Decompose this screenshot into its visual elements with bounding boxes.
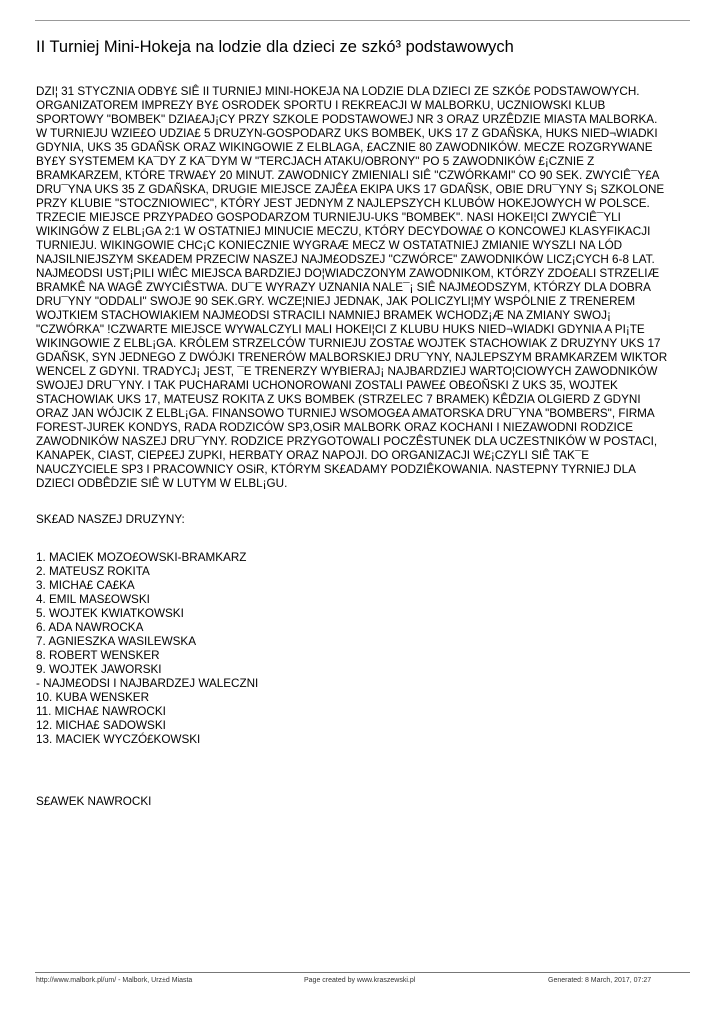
list-item: 4. EMIL MAS£OWSKI: [36, 593, 150, 606]
list-item: 10. KUBA WENSKER: [36, 691, 150, 704]
article-line: ORAZ JAN WÓJCIK Z ELBL¡GA. FINANSOWO TURNIEJ WSOMOG£A AMATORSKA DRU¯YNA "BOMBERS", FIRMA: [36, 407, 655, 420]
article-line: WIKINGÓW Z ELBL¡GA 2:1 W OSTATNIEJ MINUCIE MECZU, KTÓRY DECYDOWA£ O KONCOWEJ KLASYFIKACJI: [36, 225, 651, 238]
article-line: NAJM£ODSI UST¡PILI WIÊC MIEJSCA BARDZIEJ DO¦WIADCZONYM ZAWODNIKOM, KTÓRZY ZDO£ALI STRZELIÆ: [36, 267, 660, 280]
author-signature: S£AWEK NAWROCKI: [36, 795, 152, 808]
list-item: 5. WOJTEK KWIATKOWSKI: [36, 607, 184, 620]
list-item: 13. MACIEK WYCZÓ£KOWSKI: [36, 733, 201, 746]
list-item: 3. MICHA£ CA£KA: [36, 579, 135, 592]
article-body: [36, 85, 698, 491]
list-item: 7. AGNIESZKA WASILEWSKA: [36, 635, 196, 648]
footer-source-link[interactable]: http://www.malbork.pl/um/ - Malbork, Urz±d Miasta: [36, 977, 193, 984]
list-item: 9. WOJTEK JAWORSKI: [36, 663, 162, 676]
list-item: 1. MACIEK MOZO£OWSKI-BRAMKARZ: [36, 551, 247, 564]
article-line: W TURNIEJU WZIE£O UDZIA£ 5 DRUZYN-GOSPODARZ UKS BOMBEK, UKS 17 Z GDAÑSKA, HUKS NIED¬WIADKI: [36, 127, 658, 140]
article-line: DZI¦ 31 STYCZNIA ODBY£ SIÊ II TURNIEJ MINI-HOKEJA NA LODZIE DLA DZIECI ZE SZKÓ£ PODSTAWOWYCH.: [36, 85, 640, 98]
list-item: 12. MICHA£ SADOWSKI: [36, 719, 166, 732]
article-line: KANAPEK, CIAST, CIEP£EJ ZUPKI, HERBATY ORAZ NAPOJI. DO ORGANIZACJI W£¡CZYLI SIÊ TAK¯E: [36, 449, 590, 462]
article-line: "CZWÓRKA" !CZWARTE MIEJSCE WYWALCZYLI MALI HOKEI¦CI Z KLUBU HUKS NIED¬WIADKI GDYNIA A PI¡TE: [36, 323, 645, 336]
top-divider: [35, 20, 690, 21]
article-line: WOJTKIEM STACHOWIAKIEM NAJM£ODSI STRACILI NAMNIEJ BRAMEK WCHODZ¡Æ NA ZMIANY SWOJ¡: [36, 309, 611, 322]
article-line: STACHOWIAK UKS 17, MATEUSZ ROKITA Z UKS BOMBEK (STRZELEC 7 BRAMEK) KÊDZIA OLGIERD Z GDYNI: [36, 393, 641, 406]
article-line: PRZY KLUBIE "STOCZNIOWIEC", KTÓRY JEST JEDNYM Z NAJLEPSZYCH KLUBÓW HOKEJOWYCH W POLSCE.: [36, 197, 650, 210]
article-line: ZAWODNIKÓW NASZEJ DRU¯YNY. RODZICE PRZYGOTOWALI POCZÊSTUNEK DLA UCZESTNIKÓW W POSTACI,: [36, 435, 658, 448]
list-item: 2. MATEUSZ ROKITA: [36, 565, 150, 578]
article-line: DZIECI ODBÊDZIE SIÊ W LUTYM W ELBL¡GU.: [36, 477, 288, 490]
article-line: WIKINGOWIE Z ELBL¡GA. KRÓLEM STRZELCÓW TURNIEJU ZOSTA£ WOJTEK STACHOWIAK Z DRUZYNY UKS 17: [36, 337, 661, 350]
article-line: NAJSILNIEJSZYM SK£ADEM PRZECIW NASZEJ NAJM£ODSZEJ "CZWÓRCE" ZAWODNIKÓW LICZ¡CYCH 6-8 LAT.: [36, 253, 655, 266]
article-line: SPORTOWY "BOMBEK" DZIA£AJ¡CY PRZY SZKOLE PODSTAWOWEJ NR 3 ORAZ URZÊDZIE MIASTA MALBORKA.: [36, 113, 658, 126]
article-line: NAUCZYCIELE SP3 I PRACOWNICY OSiR, KTÓRYM SK£ADAMY PODZIÊKOWANIA. NASTEPNY TYRNIEJ DLA: [36, 463, 636, 476]
article-line: BRAMKÊ NA WAGÊ ZWYCIÊSTWA. DU¯E WYRAZY UZNANIA NALE¯¡ SIÊ NAJM£ODSZYM, KTÓRZY DLA DOBRA: [36, 281, 651, 294]
article-line: FOREST-JUREK KONDYS, RADA RODZICÓW SP3,OSiR MALBORK ORAZ KOCHANI I NIEZAWODNI RODZICE: [36, 421, 633, 434]
footer-divider: [35, 972, 690, 973]
page-title: II Turniej Mini-Hokeja na lodzie dla dzieci ze szkó³ podstawowych: [36, 38, 514, 56]
article-line: TRZECIE MIEJSCE PRZYPAD£O GOSPODARZOM TURNIEJU-UKS "BOMBEK". NASI HOKEI¦CI ZWYCIÊ¯YLI: [36, 211, 621, 224]
article-line: DRU¯YNY "ODDALI" SWOJE 90 SEK.GRY. WCZE¦NIEJ JEDNAK, JAK POLICZYLI¦MY WSPÓLNIE Z TRENEREM: [36, 295, 636, 308]
article-line: BY£Y SYSTEMEM KA¯DY Z KA¯DYM W "TERCJACH ATAKU/OBRONY" PO 5 ZAWODNIKÓW £¡CZNIE Z: [36, 155, 595, 168]
list-item: 11. MICHA£ NAWROCKI: [36, 705, 166, 718]
article-line: ORGANIZATOREM IMPREZY BY£ OSRODEK SPORTU I REKREACJI W MALBORKU, UCZNIOWSKI KLUB: [36, 99, 606, 112]
article-line: GDAÑSK, SYN JEDNEGO Z DWÓJKI TRENERÓW MALBORSKIEJ DRU¯YNY, NAJLEPSZYM BRAMKARZEM WIKTOR: [36, 351, 668, 364]
roster-heading: SK£AD NASZEJ DRUZYNY:: [36, 513, 185, 526]
footer-credit-link[interactable]: Page created by www.kraszewski.pl: [304, 977, 416, 984]
article-line: WENCEL Z GDYNI. TRADYCJ¡ JEST, ¯E TRENERZY WYBIERAJ¡ NAJBARDZIEJ WARTO¦CIOWYCH ZAWODNIKÓW: [36, 365, 658, 378]
list-item: - NAJM£ODSI I NAJBARDZEJ WALECZNI: [36, 677, 259, 690]
footer-generated-date: Generated: 8 March, 2017, 07:27: [548, 977, 652, 984]
article-line: SWOJEJ DRU¯YNY. I TAK PUCHARAMI UCHONOROWANI ZOSTALI PAWE£ OB£OÑSKI Z UKS 35, WOJTEK: [36, 379, 618, 392]
article-line: TURNIEJU. WIKINGOWIE CHC¡C KONIECZNIE WYGRAÆ MECZ W OSTATATNIEJ ZMIANIE WYSZLI NA LÓD: [36, 239, 623, 252]
article-line: BRAMKARZEM, KTÓRE TRWA£Y 20 MINUT. ZAWODNICY ZMIENIALI SIÊ "CZWÓRKAMI" CO 90 SEK. ZWYCIÊ¯Y£A: [36, 169, 660, 182]
article-line: GDYNIA, UKS 35 GDAÑSK ORAZ WIKINGOWIE Z ELBLAGA, £ACZNIE 80 ZAWODNIKÓW. MECZE ROZGRYWANE: [36, 141, 653, 154]
list-item: 6. ADA NAWROCKA: [36, 621, 144, 634]
roster-list: [36, 551, 258, 747]
article-line: DRU¯YNA UKS 35 Z GDAÑSKA, DRUGIE MIEJSCE ZAJÊ£A EKIPA UKS 17 GDAÑSK, OBIE DRU¯YNY S¡ SZKOLONE: [36, 183, 665, 196]
list-item: 8. ROBERT WENSKER: [36, 649, 160, 662]
